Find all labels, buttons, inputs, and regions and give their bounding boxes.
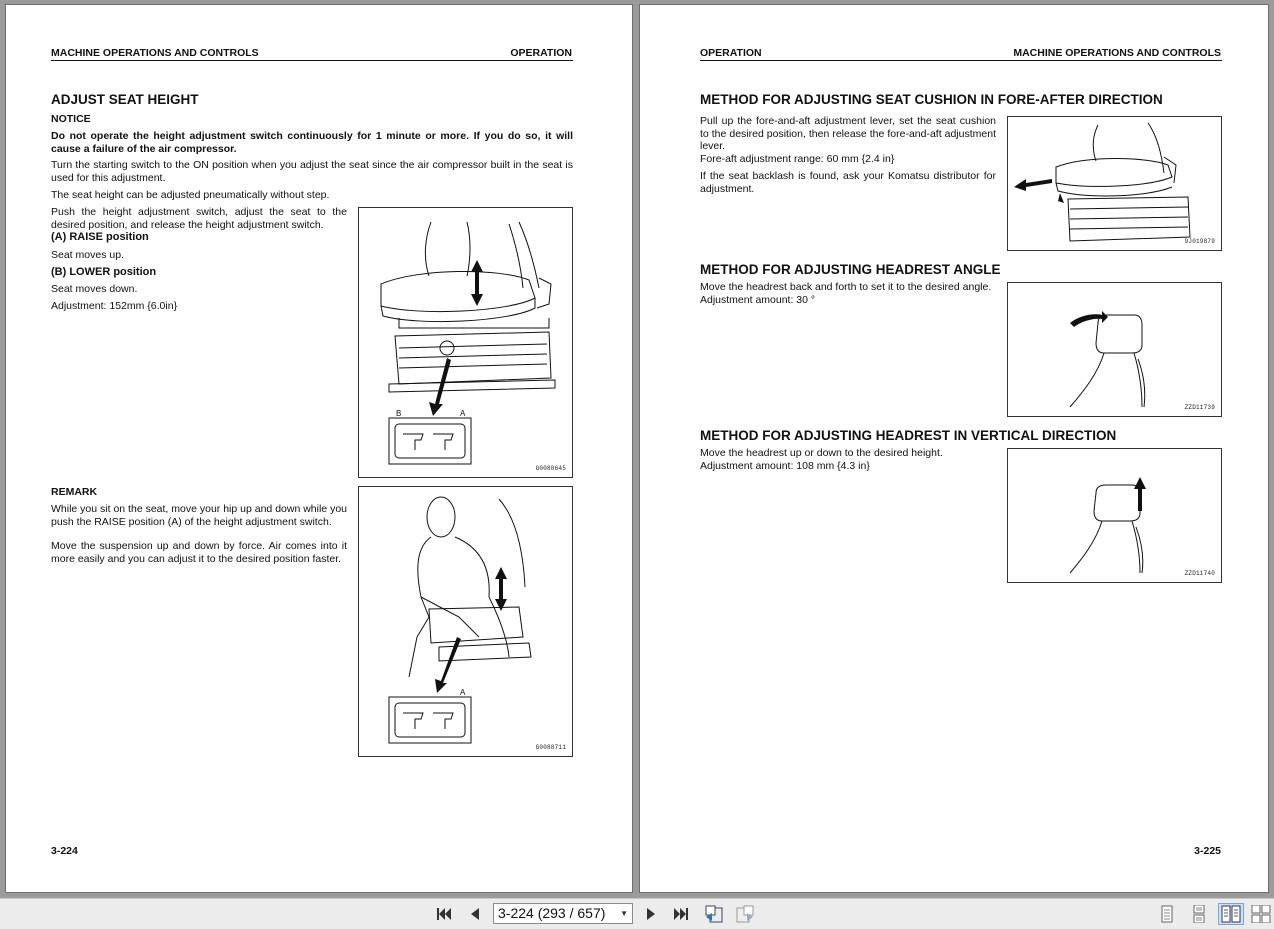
next-page-icon [644,906,658,922]
right-header-section: OPERATION [700,47,762,59]
first-page-button[interactable] [433,903,455,925]
left-header-rule [51,60,573,61]
adjustment-range: Adjustment: 152mm {6.0in} [51,300,178,312]
lower-position-text: Seat moves down. [51,283,138,295]
single-page-view-icon [1159,905,1175,923]
fore-aft-text: Pull up the fore-and-aft adjustment lever, set the seat cushion to the desired position, then release the fore-and-aft adjustment lever. [700,115,996,153]
right-page [639,4,1269,893]
section-title-seat-height: ADJUST SEAT HEIGHT [51,92,199,107]
chevron-down-icon: ▼ [620,909,628,918]
section-title-fore-aft: METHOD FOR ADJUSTING SEAT CUSHION IN FORE-AFTER DIRECTION [700,92,1163,107]
right-header-title: MACHINE OPERATIONS AND CONTROLS [1013,47,1221,59]
continuous-facing-view-button[interactable] [1250,903,1272,925]
previous-page-button[interactable] [464,903,486,925]
seat-height-illustration [359,208,572,477]
figure1-label-b: B [396,409,402,418]
left-page [5,4,633,893]
operator-seat-illustration [359,487,572,756]
continuous-facing-view-icon [1251,905,1271,923]
figure3-code: 9J019879 [1184,238,1215,245]
continuous-view-button[interactable] [1188,903,1210,925]
page-number-select[interactable] [493,903,633,924]
right-header-rule [700,60,1222,61]
figure-headrest-vertical [1007,448,1222,583]
left-header-title: MACHINE OPERATIONS AND CONTROLS [51,47,259,59]
headrest-angle-amount: Adjustment amount: 30 ° [700,294,816,306]
previous-view-button[interactable] [703,903,725,925]
facing-view-icon [1221,905,1241,923]
remark-text-1: While you sit on the seat, move your hip up and down while you push the RAISE position (A) of the height adjustment switch. [51,503,347,528]
fore-aft-range: Fore-aft adjustment range: 60 mm {2.4 in} [700,153,895,165]
last-page-button[interactable] [670,903,692,925]
raise-position-label: (A) RAISE position [51,231,149,243]
seat-fore-aft-illustration [1008,117,1221,250]
figure4-code: ZZD11739 [1184,404,1215,411]
viewer-toolbar [0,898,1274,929]
left-page-number: 3-224 [51,845,78,857]
first-page-icon [435,906,453,922]
paragraph-pneumatic: The seat height can be adjusted pneumatically without step. [51,189,330,201]
figure-seat-fore-aft [1007,116,1222,251]
headrest-angle-illustration [1008,283,1221,416]
continuous-view-icon [1191,905,1207,923]
figure1-code: G0088645 [535,465,566,472]
figure2-label-a: A [460,688,466,697]
lower-position-label: (B) LOWER position [51,266,157,278]
headrest-vertical-illustration [1008,449,1221,582]
previous-page-icon [468,906,482,922]
fore-aft-backlash: If the seat backlash is found, ask your Komatsu distributor for adjustment. [700,170,996,195]
last-page-icon [672,906,690,922]
right-page-number: 3-225 [1194,845,1221,857]
headrest-vertical-amount: Adjustment amount: 108 mm {4.3 in} [700,460,870,472]
figure2-code: G0088711 [535,744,566,751]
section-title-headrest-angle: METHOD FOR ADJUSTING HEADREST ANGLE [700,262,1001,277]
section-title-headrest-vertical: METHOD FOR ADJUSTING HEADREST IN VERTICAL DIRECTION [700,428,1117,443]
figure5-code: ZZD11740 [1184,570,1215,577]
figure1-label-a: A [460,409,466,418]
raise-position-text: Seat moves up. [51,249,124,261]
figure-operator-seat [358,486,573,757]
facing-view-button[interactable] [1218,903,1244,925]
single-page-view-button[interactable] [1156,903,1178,925]
next-view-icon [735,905,755,923]
figure-headrest-angle [1007,282,1222,417]
figure-seat-height-switch [358,207,573,478]
notice-label: NOTICE [51,113,91,125]
paragraph-starting-switch: Turn the starting switch to the ON position when you adjust the seat since the air compressor built in the seat is used for this adjustment. [51,159,573,184]
remark-text-2: Move the suspension up and down by force. Air comes into it more easily and you can adjust it to the desired position faster. [51,540,347,565]
left-header-section: OPERATION [510,47,572,59]
page-number-display: 3-224 (293 / 657) [498,905,606,921]
headrest-angle-text: Move the headrest back and forth to set it to the desired angle. [700,281,992,293]
remark-label: REMARK [51,486,98,498]
headrest-vertical-text: Move the headrest up or down to the desired height. [700,447,943,459]
notice-text: Do not operate the height adjustment switch continuously for 1 minute or more. If you do so, it will cause a failure of the air compressor. [51,130,573,155]
paragraph-push-switch: Push the height adjustment switch, adjust the seat to the desired position, and release the height adjustment switch. [51,206,347,231]
next-view-button[interactable] [734,903,756,925]
next-page-button[interactable] [640,903,662,925]
previous-view-icon [704,905,724,923]
